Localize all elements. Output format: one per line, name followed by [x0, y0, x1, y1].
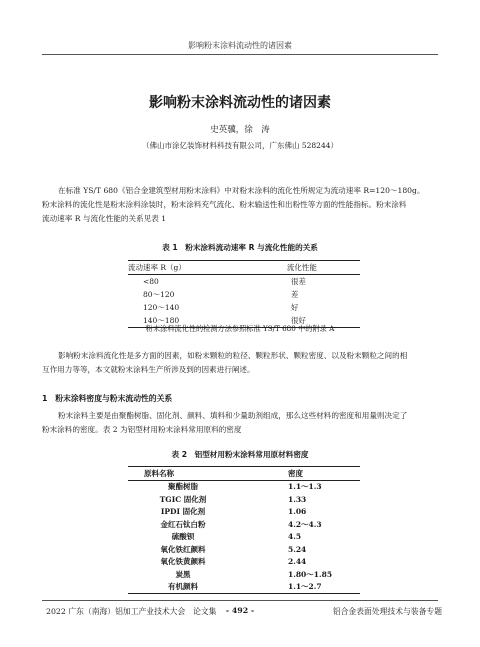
table1-caption: 表 1 粉末涂料流动速率 R 与流化性能的关系 [162, 243, 318, 252]
table-cell: 炭黑 [175, 569, 191, 579]
table-cell: 1.80～1.85 [288, 569, 333, 579]
paper-title: 影响粉末涂料流动性的诸因素 [149, 95, 331, 111]
table2 [128, 466, 360, 594]
body-paragraph [42, 349, 438, 377]
table-cell: 1.06 [288, 507, 307, 517]
body-line: 互作用力等等，本文就粉末涂料生产所涉及到的因素进行阐述。 [42, 365, 255, 374]
table-cell: 好 [290, 303, 299, 312]
table-header-cell: 流动速率 R（g） [128, 263, 186, 272]
table-row [128, 518, 360, 531]
table-row [128, 480, 360, 493]
table-header-cell: 原料名称 [144, 468, 174, 478]
table-cell: 硫酸钡 [171, 532, 195, 542]
table-cell: 有机颜料 [168, 582, 198, 592]
table-row [128, 556, 360, 569]
table-cell: 80～120 [143, 290, 175, 299]
header-rule [42, 54, 438, 55]
table-cell: 1.1～1.3 [288, 482, 322, 492]
table-cell: 很差 [290, 277, 306, 286]
table-cell: IPDI 固化剂 [160, 507, 206, 517]
page-number: - 492 - [225, 606, 255, 615]
table-header-row [128, 467, 360, 481]
table1 [128, 260, 360, 328]
table-cell: 2.44 [288, 557, 307, 567]
table-row [128, 275, 360, 289]
table-cell: 5.24 [288, 544, 307, 554]
table-cell: 120～140 [143, 303, 180, 312]
table-row [128, 568, 360, 581]
table-row [128, 301, 360, 314]
footer-topic: 铝合金表面处理技术与装备专题 [332, 607, 442, 616]
table-cell: 氧化铁黄颜料 [160, 557, 206, 567]
table-cell: TGIC 固化剂 [159, 494, 207, 504]
table-cell: 聚酯树脂 [168, 482, 198, 492]
affiliation: （佛山市涂亿装饰材料科技有限公司，广东佛山 528244） [141, 141, 338, 150]
table-cell: 很好 [290, 316, 306, 325]
table-cell: <80 [143, 277, 159, 286]
section-heading: 1 粉末涂料密度与粉末流动性的关系 [42, 394, 173, 403]
table-row [128, 506, 360, 519]
table-row [128, 543, 360, 556]
authors: 史英骥，徐 涛 [210, 125, 270, 135]
table-header-row [128, 261, 360, 275]
table-cell: 1.1～2.7 [288, 582, 322, 592]
intro-paragraph [42, 184, 438, 226]
table-cell: 4.5 [288, 532, 302, 542]
table-cell: 140～180 [143, 316, 180, 325]
intro-line: 粉末涂料的流化性是粉末涂料涂装时，粉末涂料充气流化、粉末输送性和出粉性等方面的性能指标。粉末涂料 [42, 200, 407, 209]
table-row [128, 531, 360, 544]
table-cell: 差 [290, 290, 299, 299]
table2-caption: 表 2 铝型材用粉末涂料常用原材料密度 [171, 450, 309, 459]
table-header-cell: 密度 [288, 468, 303, 478]
body-line: 粉末涂料主要是由聚酯树脂、固化剂、颜料、填料和少量助剂组成，那么这些材料的密度和用量则决定了 [58, 411, 408, 420]
running-head: 影响粉末涂料流动性的诸因素 [188, 41, 292, 50]
table-row [128, 581, 360, 594]
footer-rule [42, 600, 438, 601]
table-header-cell: 流化性能 [286, 263, 317, 272]
table1-note: 粉末涂料流化性的检测方法参照标准 YS/T 680 中的附录 A [145, 324, 335, 333]
section1-paragraph [42, 409, 438, 437]
footer-proceedings: 2022 广东（南海）铝加工产业技术大会 论文集 [46, 607, 217, 616]
table-cell: 金红石钛白粉 [160, 519, 206, 529]
intro-line: 在标准 YS/T 680《铝合金建筑型材用粉末涂料》中对粉末涂料的流化性所规定为流动速率 R=120～180g。 [58, 186, 425, 195]
table-row [128, 288, 360, 301]
intro-line: 流动速率 R 与流化性能的关系见表 1 [42, 214, 167, 223]
table-cell: 氧化铁红颜料 [160, 544, 206, 554]
table-cell: 4.2～4.3 [288, 519, 322, 529]
body-line: 影响粉末涂料流化性是多方面的因素，如粉末颗粒的粒径、颗粒形状、颗粒密度、以及粉末颗粒之间的相 [58, 351, 408, 360]
table-cell: 1.33 [288, 494, 307, 504]
table-row [128, 493, 360, 506]
body-line: 粉末涂料的密度。表 2 为铝型材用粉末涂料常用原料的密度 [42, 425, 242, 434]
